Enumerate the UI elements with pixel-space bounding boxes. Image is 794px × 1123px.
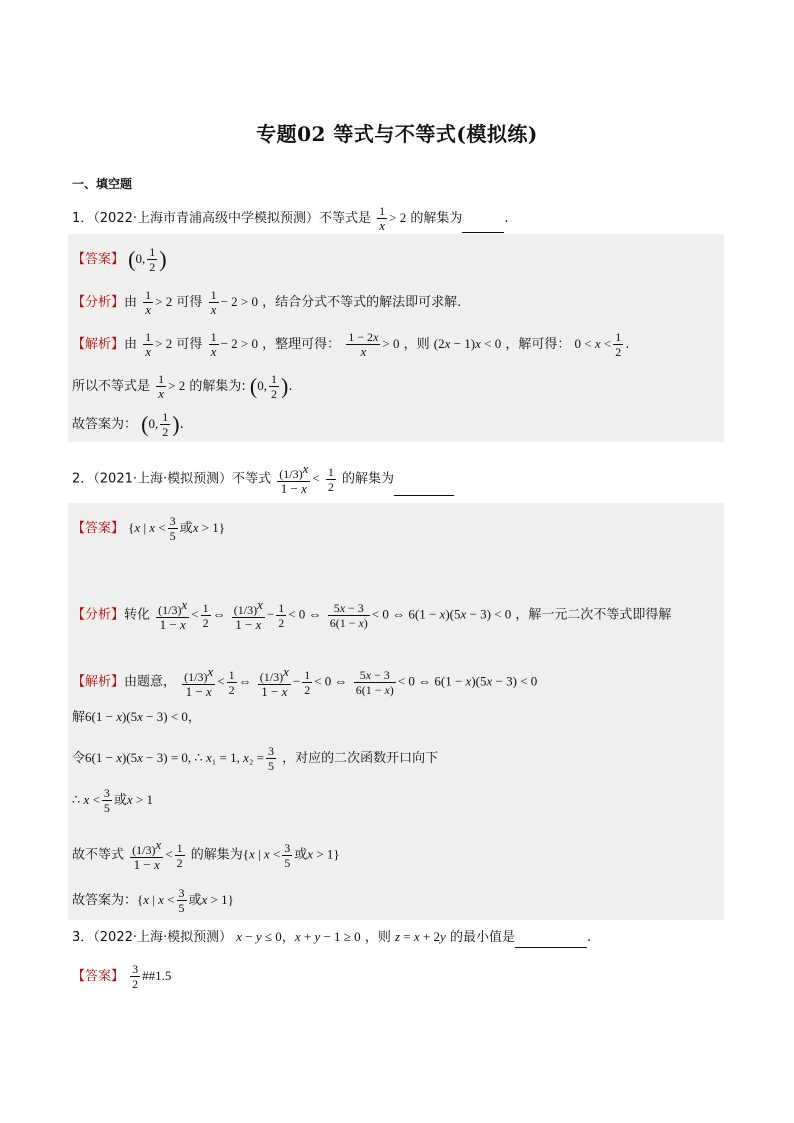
q1-solution-line2: 所以不等式是 $\frac{1}{x}$ > 2 的解集为: (0, $\frac{1}{2}$ ). (72, 372, 293, 401)
question-1-stem: 1．（2022·上海市青浦高级中学模拟预测）不等式是 $\frac{1}{x}$ > 2 的解集为 . (72, 204, 509, 233)
q2-solution: 【解析】由题意， $\frac{(1/3)^x}{1 - x}$ < $\frac{1}{2}$ ⇔ $\frac{(1/3)^x}{1 - x}$ − $\frac{1}{2}$ < 0 ⇔ $\frac{5x - 3}{6(1 - x)}$ < 0 ⇔ 6(1 − x)(5x − 3) < 0 (72, 664, 538, 699)
question-2-stem: 2．（2021·上海·模拟预测）不等式 $\frac{(1/3)^x}{1 - x}$ < $\frac{1}{2}$ 的解集为 (72, 462, 454, 496)
q1-answer: 【答案】 (0, $\frac{1}{2}$ ) (72, 245, 167, 274)
q1-final: 故答案为： (0, $\frac{1}{2}$ ). (72, 410, 184, 439)
q1-analysis: 【分析】由 $\frac{1}{x}$ > 2 可得 $\frac{1}{x}$ − 2 > 0 ，结合分式不等式的解法即可求解. (72, 288, 462, 317)
q3-answer: 【答案】 $\frac{3}{2}$ ##1.5 (72, 962, 172, 991)
q2-let-line: 令6(1 − x)(5x − 3) = 0, ∴ x₁ = 1, x₂ = $\frac{3}{5}$ ，对应的二次函数开口向下 (72, 744, 439, 773)
q1-solution: 【解析】由 $\frac{1}{x}$ > 2 可得 $\frac{1}{x}$ − 2 > 0 ，整理可得： $\frac{1 - 2x}{x}$ > 0 ，则 (2x − 1)x < 0 ，解可得： 0 < x < $\frac{1}{2}$ . (72, 330, 630, 359)
question-3-stem: 3．（2022·上海·模拟预测） x − y ≤ 0，x + y − 1 ≥ 0 ，则 z = x + 2y 的最小值是 . (72, 927, 591, 948)
answer-label: 【答案】 (72, 252, 125, 267)
page-title: 专题02 等式与不等式(模拟练) (256, 122, 538, 146)
q2-solve-line: 解6(1 − x)(5x − 3) < 0， (72, 709, 201, 725)
q2-conclude-line: 故不等式 $\frac{(1/3)^x}{1 - x}$ < $\frac{1}{2}$ 的解集为{x | x < $\frac{3}{5}$ 或x > 1} (72, 837, 340, 872)
q2-analysis: 【分析】转化 $\frac{(1/3)^x}{1 - x}$ < $\frac{1}{2}$ ⇔ $\frac{(1/3)^x}{1 - x}$ − $\frac{1}{2}$ < 0 ⇔ $\frac{5x - 3}{6(1 - x)}$ < 0 ⇔ 6(1 − x)(5x − 3) < 0 ，解一元二次不等式即得解 (72, 597, 672, 632)
q2-answer: 【答案】 {x | x < $\frac{3}{5}$ 或x > 1} (72, 514, 226, 543)
section-heading: 一、填空题 (72, 177, 133, 191)
q2-final: 故答案为：{x | x < $\frac{3}{5}$ 或x > 1} (72, 886, 234, 915)
q2-therefore-line: ∴ x < $\frac{3}{5}$ 或x > 1 (72, 786, 154, 815)
